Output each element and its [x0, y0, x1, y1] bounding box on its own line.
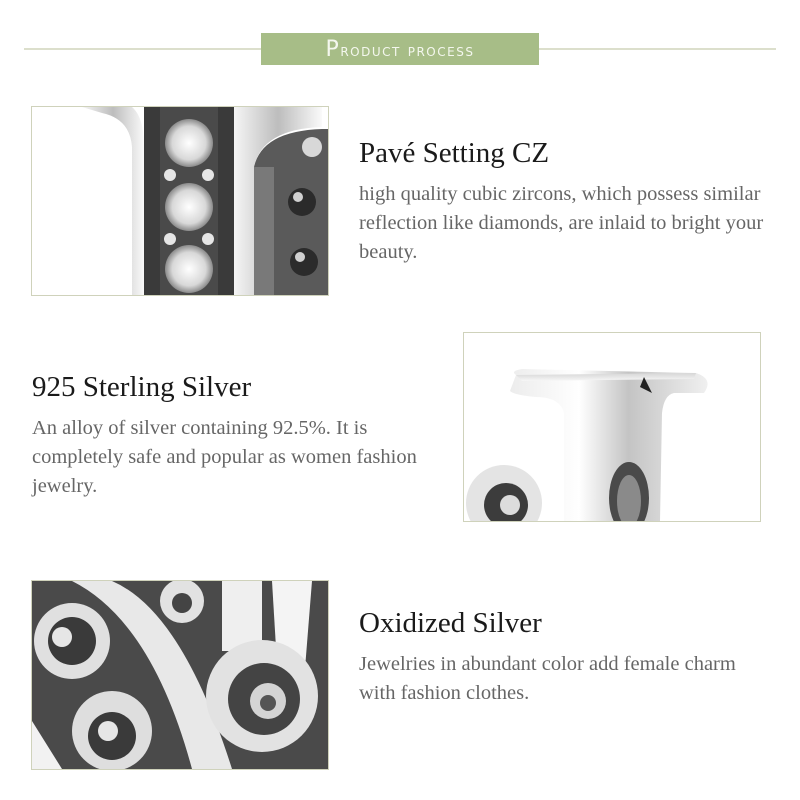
feature-title-pave: Pavé Setting CZ — [359, 137, 550, 169]
feature-desc-oxidized: Jewelries in abundant color add female charm with fashion clothes. — [359, 653, 736, 704]
feature-title-oxidized: Oxidized Silver — [359, 607, 542, 639]
pave-cz-image — [31, 106, 329, 296]
banner-title: Product process — [325, 36, 475, 62]
oxidized-silver-image — [31, 580, 329, 770]
section-banner — [261, 33, 539, 65]
sterling-silver-image — [463, 332, 761, 522]
feature-desc-pave: high quality cubic zircons, which possess similar reflection like diamonds, are inlaid to bright your beauty. — [359, 183, 764, 263]
feature-desc-sterling: An alloy of silver containing 92.5%. It is completely safe and popular as women fashion jewelry. — [32, 417, 417, 497]
feature-title-sterling: 925 Sterling Silver — [32, 371, 252, 403]
